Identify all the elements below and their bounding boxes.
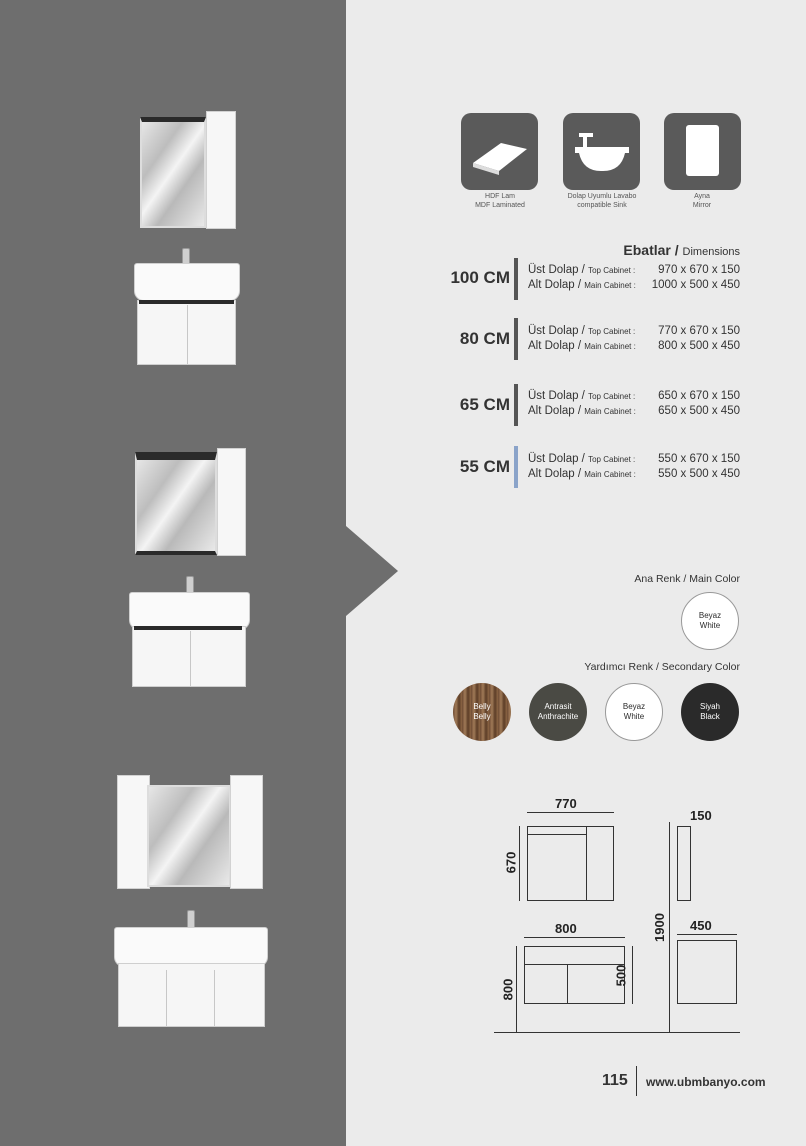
top-width-label: 770 bbox=[555, 796, 577, 811]
swatch-label-tr: Beyaz bbox=[622, 702, 646, 711]
dim-line bbox=[516, 946, 517, 1032]
main-cabinet-row bbox=[528, 340, 740, 352]
row-value: 800 x 500 x 450 bbox=[658, 340, 740, 352]
row-value: 770 x 670 x 150 bbox=[658, 325, 740, 337]
side-top-outline bbox=[677, 826, 691, 901]
row-label bbox=[528, 279, 636, 291]
label-en: Main Cabinet : bbox=[584, 407, 636, 416]
row-label bbox=[528, 340, 636, 352]
secondary-color-swatch-white bbox=[605, 683, 663, 741]
cabinet-body bbox=[118, 963, 265, 1027]
side-cabinet bbox=[217, 448, 246, 556]
label-en: Top Cabinet : bbox=[588, 266, 636, 275]
side-cabinet bbox=[206, 111, 236, 229]
top-cabinet-row bbox=[528, 264, 740, 276]
base-width-label: 800 bbox=[555, 921, 577, 936]
main-cabinet-row bbox=[528, 405, 740, 417]
secondary-color-swatch-belly bbox=[453, 683, 511, 741]
base-depth-label: 450 bbox=[690, 918, 712, 933]
drawing-line bbox=[524, 964, 625, 965]
dim-line bbox=[677, 934, 737, 935]
dim-line bbox=[524, 937, 625, 938]
floor-height-label: 800 bbox=[500, 978, 516, 1001]
row-label bbox=[528, 390, 635, 402]
caption-line: Mirror bbox=[692, 202, 712, 209]
sink-icon bbox=[563, 113, 640, 190]
size-bar bbox=[514, 318, 518, 360]
right-side-cabinet bbox=[230, 775, 263, 889]
dimensions-title-tr: Ebatlar / bbox=[623, 242, 679, 258]
label-tr: Alt Dolap / bbox=[528, 405, 582, 417]
sink-top bbox=[134, 263, 240, 301]
size-label: 100 CM bbox=[450, 268, 510, 287]
size-bar bbox=[514, 258, 518, 300]
row-value: 1000 x 500 x 450 bbox=[651, 279, 740, 291]
label-en: Main Cabinet : bbox=[584, 281, 636, 290]
size-label: 80 CM bbox=[459, 329, 510, 348]
label-tr: Üst Dolap / bbox=[528, 453, 585, 465]
floor-line bbox=[494, 1032, 740, 1033]
row-label bbox=[528, 264, 635, 276]
sink-top bbox=[114, 927, 268, 967]
swatch-label-tr: Siyah bbox=[699, 702, 720, 711]
caption-line: HDF Lam bbox=[485, 193, 515, 200]
feature-caption bbox=[547, 192, 657, 210]
handle-bar bbox=[139, 300, 234, 304]
base-height-label: 500 bbox=[613, 964, 629, 987]
handle-bar bbox=[134, 626, 242, 630]
row-value: 970 x 670 x 150 bbox=[658, 264, 740, 276]
door-split bbox=[187, 305, 188, 364]
dim-line bbox=[519, 826, 520, 901]
row-label bbox=[528, 325, 635, 337]
feature-caption bbox=[647, 192, 757, 210]
label-en: Main Cabinet : bbox=[584, 342, 636, 351]
row-label bbox=[528, 468, 636, 480]
dimensions-title-en: Dimensions bbox=[682, 246, 740, 258]
mirror-panel bbox=[135, 452, 217, 555]
mirror-panel bbox=[147, 785, 231, 887]
row-value: 550 x 670 x 150 bbox=[658, 453, 740, 465]
row-value: 550 x 500 x 450 bbox=[658, 468, 740, 480]
total-height-label: 1900 bbox=[651, 913, 667, 942]
swatch-label-tr: Belly bbox=[473, 702, 491, 711]
footer-separator bbox=[636, 1066, 637, 1096]
row-value: 650 x 670 x 150 bbox=[658, 390, 740, 402]
swatch-label-tr: Beyaz bbox=[698, 611, 722, 620]
caption-line: Dolap Uyumlu Lavabo bbox=[567, 193, 637, 200]
size-bar bbox=[514, 446, 518, 488]
label-tr: Alt Dolap / bbox=[528, 340, 582, 352]
row-label bbox=[528, 405, 636, 417]
secondary-color-title: Yardımcı Renk / Secondary Color bbox=[584, 661, 740, 673]
secondary-color-swatch-black bbox=[681, 683, 739, 741]
dimensions-title bbox=[623, 242, 740, 258]
swatch-label-en: White bbox=[623, 712, 645, 721]
sink-top bbox=[129, 592, 250, 630]
main-color-title: Ana Renk / Main Color bbox=[634, 573, 740, 585]
drawing-line bbox=[527, 834, 587, 835]
drawing-line bbox=[567, 964, 568, 1004]
row-value: 650 x 500 x 450 bbox=[658, 405, 740, 417]
size-label: 65 CM bbox=[459, 395, 510, 414]
swatch-label-en: Anthrachite bbox=[537, 712, 579, 721]
label-en: Top Cabinet : bbox=[588, 327, 636, 336]
base-cabinet-outline bbox=[524, 946, 625, 1004]
feature-caption bbox=[445, 192, 555, 210]
page-number: 115 bbox=[602, 1072, 628, 1089]
top-cabinet-row bbox=[528, 325, 740, 337]
label-en: Top Cabinet : bbox=[588, 455, 636, 464]
top-cabinet-row bbox=[528, 453, 740, 465]
top-depth-label: 150 bbox=[690, 808, 712, 823]
top-cabinet-outline bbox=[527, 826, 614, 901]
cabinet-body bbox=[132, 626, 246, 687]
secondary-color-swatch-anthracite bbox=[529, 683, 587, 741]
label-en: Top Cabinet : bbox=[588, 392, 636, 401]
main-color-swatch-white bbox=[681, 592, 739, 650]
laminated-board-icon bbox=[461, 113, 538, 190]
label-tr: Üst Dolap / bbox=[528, 264, 585, 276]
swatch-label-en: White bbox=[699, 621, 721, 630]
label-tr: Üst Dolap / bbox=[528, 325, 585, 337]
total-height-line bbox=[669, 822, 670, 1033]
swatch-label-en: Belly bbox=[473, 712, 491, 721]
mirror-icon bbox=[664, 113, 741, 190]
caption-line: Ayna bbox=[694, 193, 710, 200]
left-side-cabinet bbox=[117, 775, 150, 889]
swatch-label-tr: Antrasit bbox=[544, 702, 572, 711]
row-label bbox=[528, 453, 635, 465]
website-url[interactable]: www.ubmbanyo.com bbox=[646, 1075, 766, 1089]
side-base-outline bbox=[677, 940, 737, 1004]
label-tr: Üst Dolap / bbox=[528, 390, 585, 402]
label-tr: Alt Dolap / bbox=[528, 468, 582, 480]
size-bar bbox=[514, 384, 518, 426]
label-en: Main Cabinet : bbox=[584, 470, 636, 479]
door-split bbox=[214, 970, 215, 1026]
main-cabinet-row bbox=[528, 279, 740, 291]
panel-arrow bbox=[346, 526, 398, 616]
dim-line bbox=[527, 812, 614, 813]
door-split bbox=[190, 631, 191, 686]
caption-line: MDF Laminated bbox=[475, 202, 525, 209]
label-tr: Alt Dolap / bbox=[528, 279, 582, 291]
main-cabinet-row bbox=[528, 468, 740, 480]
top-height-label: 670 bbox=[503, 851, 519, 874]
mirror-panel bbox=[140, 117, 206, 228]
size-label: 55 CM bbox=[459, 457, 510, 476]
swatch-label-en: Black bbox=[700, 712, 720, 721]
dim-line bbox=[632, 946, 633, 1004]
caption-line: compatible Sink bbox=[577, 202, 627, 209]
door-split bbox=[166, 970, 167, 1026]
drawing-line bbox=[586, 826, 587, 901]
top-cabinet-row bbox=[528, 390, 740, 402]
